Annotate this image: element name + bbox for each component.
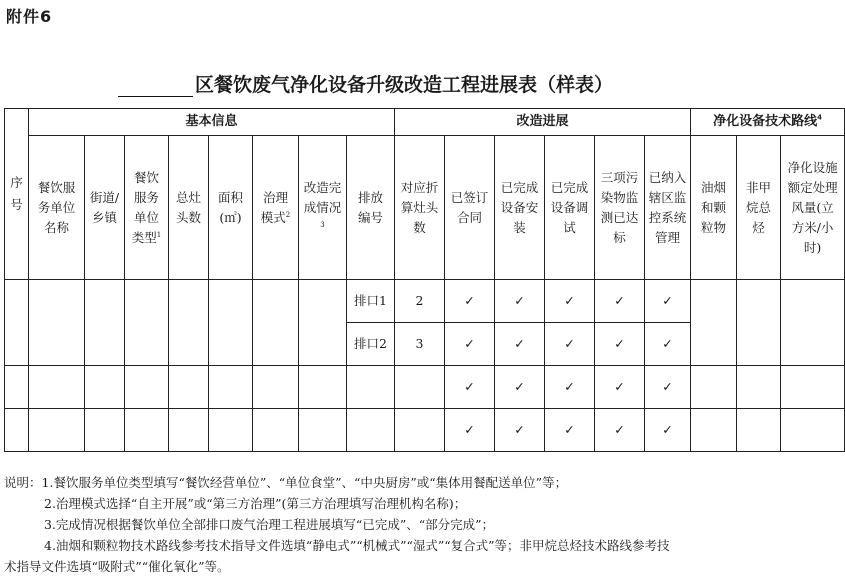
cell-equiv: 2 xyxy=(395,280,445,323)
cell-street xyxy=(85,366,125,409)
col-unit-name: 餐饮服务单位名称 xyxy=(29,136,85,280)
cell-unit-name xyxy=(29,409,85,452)
check-mark: ✓ xyxy=(645,323,691,366)
note-1: 说明：1.餐饮服务单位类型填写“餐饮经营单位”、“单位食堂”、“中央厨房”或“集体用餐配送单位”等； xyxy=(4,475,568,490)
cell-status xyxy=(299,366,347,409)
col-unit-type: 餐饮服务单位类型$^1$ xyxy=(125,136,169,280)
cell-airflow xyxy=(781,409,845,452)
cell-outlet xyxy=(347,409,395,452)
cell-burners xyxy=(169,409,209,452)
title-text: 区餐饮废气净化设备升级改造工程进展表（样表） xyxy=(195,74,614,96)
progress-table xyxy=(4,108,845,452)
cell-outlet xyxy=(347,366,395,409)
check-mark: ✓ xyxy=(445,280,495,323)
note-4: 4.油烟和颗粒物技术路线参考技术指导文件选填“静电式”“机械式”“湿式”“复合式”等；非甲烷总烃技术路线参考技 xyxy=(44,538,670,553)
check-mark: ✓ xyxy=(645,409,691,452)
note-3: 3.完成情况根据餐饮单位全部排口废气治理工程进展填写“已完成”、“部分完成”； xyxy=(44,517,494,532)
col-street: 街道/乡镇 xyxy=(85,136,125,280)
check-mark: ✓ xyxy=(545,280,595,323)
cell-equiv xyxy=(395,409,445,452)
check-mark: ✓ xyxy=(545,366,595,409)
cell-area xyxy=(209,366,253,409)
table-row xyxy=(5,409,845,452)
check-mark: ✓ xyxy=(595,280,645,323)
cell-index xyxy=(5,409,29,452)
col-contract: 已签订合同 xyxy=(445,136,495,280)
cell-mode xyxy=(253,280,299,366)
col-control: 已纳入辖区监控系统管理 xyxy=(645,136,691,280)
cell-street xyxy=(85,280,125,366)
col-status: 改造完成情况$^3$ xyxy=(299,136,347,280)
cell-area xyxy=(209,409,253,452)
col-oil-particulate: 油烟和颗粒物 xyxy=(691,136,737,280)
check-mark: ✓ xyxy=(545,323,595,366)
col-debug: 已完成设备调试 xyxy=(545,136,595,280)
col-mode: 治理模式$^2$ xyxy=(253,136,299,280)
col-install: 已完成设备安装 xyxy=(495,136,545,280)
cell-outlet: 排口2 xyxy=(347,323,395,366)
check-mark: ✓ xyxy=(445,323,495,366)
group-progress: 改造进展 xyxy=(395,109,691,136)
check-mark: ✓ xyxy=(545,409,595,452)
cell-mode xyxy=(253,366,299,409)
col-nmhc: 非甲烷总烃 xyxy=(737,136,781,280)
check-mark: ✓ xyxy=(445,366,495,409)
check-mark: ✓ xyxy=(445,409,495,452)
district-blank xyxy=(118,74,193,97)
col-area: 面积(㎡) xyxy=(209,136,253,280)
attachment-label: 附件6 xyxy=(6,7,53,26)
check-mark: ✓ xyxy=(645,280,691,323)
page-title xyxy=(118,70,838,98)
cell-equiv: 3 xyxy=(395,323,445,366)
check-mark: ✓ xyxy=(595,409,645,452)
col-outlet: 排放编号 xyxy=(347,136,395,280)
cell-burners xyxy=(169,366,209,409)
note-2: 2.治理模式选择“自主开展”或“第三方治理”(第三方治理填写治理机构名称)； xyxy=(44,496,467,511)
notes-section xyxy=(4,472,844,577)
cell-unit-type xyxy=(125,366,169,409)
cell-airflow xyxy=(781,280,845,366)
cell-airflow xyxy=(781,366,845,409)
cell-unit-type xyxy=(125,280,169,366)
col-monitor: 三项污染物监测已达标 xyxy=(595,136,645,280)
cell-unit-name xyxy=(29,280,85,366)
cell-oil xyxy=(691,409,737,452)
group-tech-route: 净化设备技术路线$^4$ xyxy=(691,109,845,136)
table-row xyxy=(5,280,845,323)
cell-street xyxy=(85,409,125,452)
check-mark: ✓ xyxy=(595,323,645,366)
col-burners: 总灶头数 xyxy=(169,136,209,280)
table-row xyxy=(5,366,845,409)
cell-index xyxy=(5,366,29,409)
notes-label: 说明： xyxy=(4,475,42,490)
cell-oil xyxy=(691,280,737,366)
cell-nmhc xyxy=(737,280,781,366)
cell-index xyxy=(5,280,29,366)
check-mark: ✓ xyxy=(495,366,545,409)
cell-mode xyxy=(253,409,299,452)
cell-status xyxy=(299,280,347,366)
col-index: 序号 xyxy=(5,109,29,280)
col-airflow: 净化设施额定处理风量(立方米/小时) xyxy=(781,136,845,280)
note-4-cont: 术指导文件选填“吸附式”“催化氧化”等。 xyxy=(4,559,230,574)
cell-outlet: 排口1 xyxy=(347,280,395,323)
group-basic-info: 基本信息 xyxy=(29,109,395,136)
check-mark: ✓ xyxy=(645,366,691,409)
check-mark: ✓ xyxy=(595,366,645,409)
col-equiv-burners: 对应折算灶头数 xyxy=(395,136,445,280)
cell-nmhc xyxy=(737,366,781,409)
cell-nmhc xyxy=(737,409,781,452)
check-mark: ✓ xyxy=(495,323,545,366)
cell-burners xyxy=(169,280,209,366)
cell-oil xyxy=(691,366,737,409)
check-mark: ✓ xyxy=(495,280,545,323)
cell-equiv xyxy=(395,366,445,409)
cell-area xyxy=(209,280,253,366)
check-mark: ✓ xyxy=(495,409,545,452)
cell-unit-name xyxy=(29,366,85,409)
cell-status xyxy=(299,409,347,452)
cell-unit-type xyxy=(125,409,169,452)
